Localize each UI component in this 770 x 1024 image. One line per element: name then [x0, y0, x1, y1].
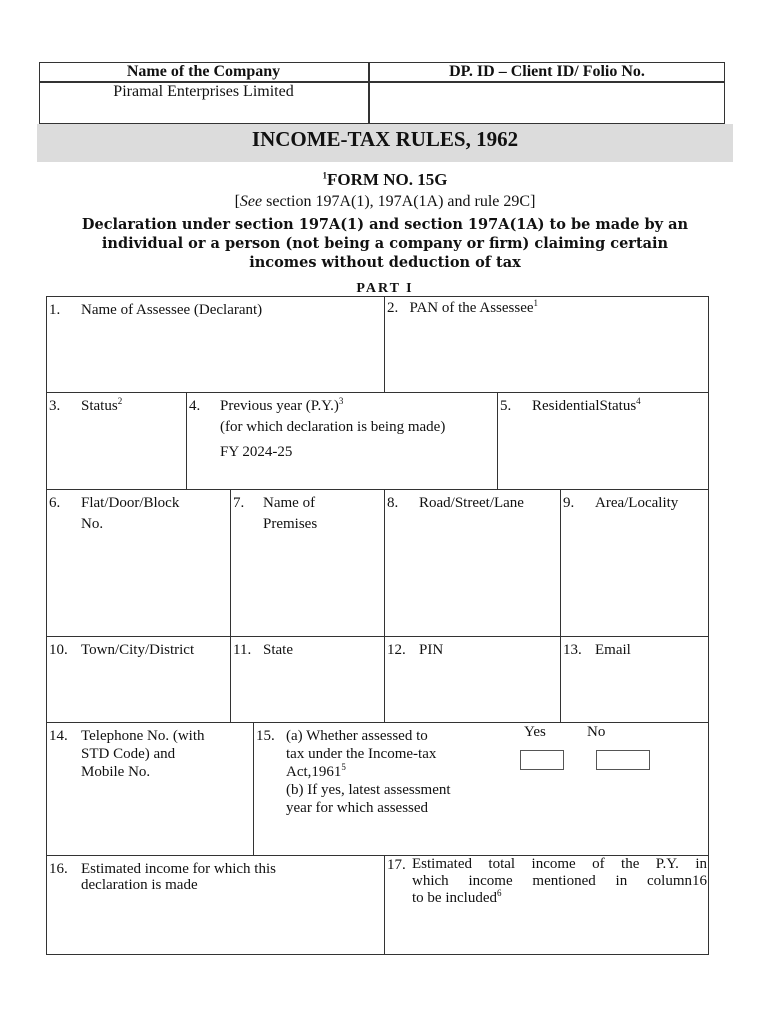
form-title-sup: 1 — [322, 170, 328, 181]
field-17-label-block — [412, 856, 707, 907]
field-15-label-b2: year for which assessed — [286, 800, 429, 816]
field-14-num: 14. — [49, 728, 68, 744]
field-4-label-2: (for which declaration is being made) — [220, 419, 446, 435]
field-11-label: State — [263, 642, 293, 658]
field-9-label: Area/Locality — [595, 495, 679, 511]
field-4-sup: 3 — [338, 396, 344, 406]
field-12-num: 12. — [387, 642, 406, 658]
field-1-label: Name of Assessee (Declarant) — [81, 302, 263, 318]
see-rest: section 197A(1), 197A(1A) and rule 29C] — [262, 193, 536, 210]
see-italic: See — [239, 193, 263, 210]
dp-id-header: DP. ID – Client ID/ Folio No. — [449, 63, 645, 80]
part-heading: PART I — [356, 281, 414, 296]
field-17-label: Estimated total income of the P.Y. in — [412, 856, 707, 872]
field-7-label: Name of — [263, 495, 316, 511]
field-17-estimated-total-income[interactable] — [384, 855, 709, 955]
field-7-num: 7. — [233, 495, 245, 511]
field-4-previous-year[interactable] — [186, 392, 498, 490]
field-10-label: Town/City/District — [81, 642, 195, 658]
rules-banner — [37, 124, 733, 162]
field-11-state[interactable] — [230, 636, 385, 723]
field-5-label: ResidentialStatus — [532, 398, 637, 414]
field-1-num: 1. — [49, 302, 61, 318]
field-2-sup: 1 — [533, 298, 539, 308]
form-title — [0, 170, 770, 190]
field-2-pan[interactable] — [384, 296, 709, 393]
field-17-label-3: to be included — [412, 890, 497, 906]
field-9-area-locality[interactable] — [560, 489, 709, 637]
field-17-label-2: which income mentioned in column16 — [412, 873, 707, 889]
field-5-num: 5. — [500, 398, 512, 414]
declaration-line-3: incomes without deduction of tax — [249, 254, 521, 271]
field-13-num: 13. — [563, 642, 582, 658]
field-15-label-a1: (a) Whether assessed to — [286, 728, 428, 744]
field-1-name-of-assessee[interactable] — [46, 296, 385, 393]
field-10-town-city-district[interactable] — [46, 636, 231, 723]
field-6-label: Flat/Door/Block — [81, 495, 180, 511]
field-15-no-label: No — [587, 724, 606, 740]
field-3-label: Status — [81, 398, 118, 414]
rules-banner-title: INCOME-TAX RULES, 1962 — [251, 127, 519, 151]
declaration-heading — [0, 215, 770, 272]
field-4-label: Previous year (P.Y.) — [220, 398, 339, 414]
field-15-assessed — [253, 722, 709, 856]
field-2-label: PAN of the Assessee — [409, 300, 534, 316]
field-12-label: PIN — [419, 642, 444, 658]
field-9-num: 9. — [563, 495, 575, 511]
field-3-num: 3. — [49, 398, 61, 414]
field-15-yes-checkbox[interactable] — [520, 750, 564, 770]
field-6-num: 6. — [49, 495, 61, 511]
field-15-label-a2: tax under the Income-tax — [286, 746, 437, 762]
field-15-no-checkbox[interactable] — [596, 750, 650, 770]
field-7-name-of-premises[interactable] — [230, 489, 385, 637]
declaration-line-2: individual or a person (not being a company or firm) claiming certain — [101, 235, 669, 252]
field-11-num: 11. — [233, 642, 252, 658]
field-15-num: 15. — [256, 728, 275, 744]
field-17-label-3-wrap — [412, 890, 707, 907]
field-7-label-2: Premises — [263, 516, 318, 532]
field-16-estimated-income[interactable] — [46, 855, 385, 955]
field-4-label-wrap — [220, 397, 343, 415]
field-2-num: 2. — [387, 300, 399, 316]
field-5-label-wrap — [532, 397, 641, 415]
company-name-value: Piramal Enterprises Limited — [113, 83, 294, 100]
field-16-label-2: declaration is made — [81, 877, 198, 893]
field-3-status[interactable] — [46, 392, 187, 490]
field-8-num: 8. — [387, 495, 399, 511]
declaration-line-1: Declaration under section 197A(1) and section 197A(1A) to be made by an — [81, 216, 689, 233]
see-open: [ — [234, 193, 240, 210]
field-3-sup: 2 — [117, 396, 123, 406]
field-2-label-wrap — [387, 299, 538, 317]
field-10-num: 10. — [49, 642, 68, 658]
dp-id-value[interactable] — [369, 82, 725, 124]
field-4-num: 4. — [189, 398, 201, 414]
field-6-label-2: No. — [81, 516, 104, 532]
field-15-label-a3-wrap — [286, 763, 346, 781]
field-15-yes-label: Yes — [524, 724, 546, 740]
field-14-telephone[interactable] — [46, 722, 254, 856]
field-15-label-a3: Act,1961 — [286, 764, 342, 780]
field-15-sup: 5 — [341, 762, 346, 772]
field-3-label-wrap — [81, 397, 122, 415]
field-14-label-3: Mobile No. — [81, 764, 151, 780]
field-5-residential-status[interactable] — [497, 392, 709, 490]
field-16-num: 16. — [49, 861, 68, 877]
field-13-label: Email — [595, 642, 631, 658]
field-17-num: 17. — [387, 857, 406, 873]
field-6-flat-door-block[interactable] — [46, 489, 231, 637]
field-12-pin[interactable] — [384, 636, 561, 723]
field-17-sup: 6 — [496, 888, 502, 898]
field-8-label: Road/Street/Lane — [419, 495, 524, 511]
form-see-line — [0, 192, 770, 212]
form-title-text: FORM NO. 15G — [327, 170, 448, 189]
company-name-header: Name of the Company — [126, 63, 281, 80]
field-13-email[interactable] — [560, 636, 709, 723]
field-5-sup: 4 — [636, 396, 641, 406]
field-4-value: FY 2024-25 — [220, 444, 293, 460]
field-15-label-b1: (b) If yes, latest assessment — [286, 782, 451, 798]
field-14-label: Telephone No. (with — [81, 728, 205, 744]
field-16-label: Estimated income for which this — [81, 861, 276, 877]
field-8-road-street-lane[interactable] — [384, 489, 561, 637]
field-14-label-2: STD Code) and — [81, 746, 176, 762]
